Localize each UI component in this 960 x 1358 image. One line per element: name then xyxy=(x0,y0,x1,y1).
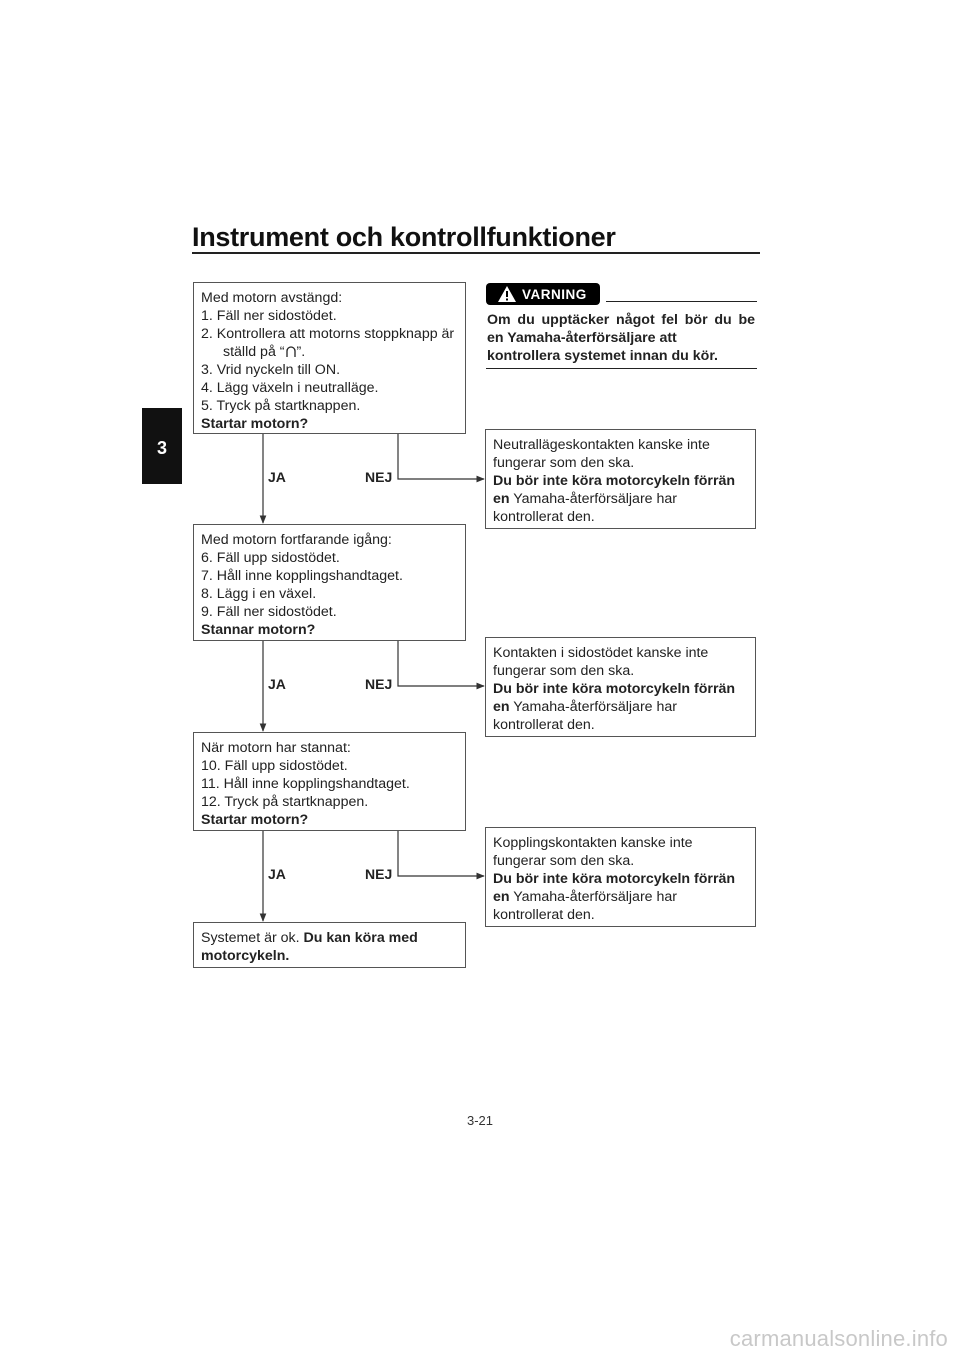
step-2-line-5: 9. Fäll ner sidostödet. xyxy=(201,604,337,620)
fault-1-line-2: fungerar som den ska. xyxy=(493,455,635,471)
step-3-line-1: När motorn har stannat: xyxy=(201,740,351,756)
result-ok-line-2: motorcykeln. xyxy=(201,948,290,964)
warning-triangle-icon xyxy=(497,285,517,303)
warning-line-1: Om du upptäcker något fel bör du be xyxy=(487,312,755,328)
step-1-line-2: 1. Fäll ner sidostödet. xyxy=(201,308,337,324)
step-1-line-4: ställd på “ ”. xyxy=(223,344,306,360)
fault-3-line-2: fungerar som den ska. xyxy=(493,853,635,869)
step-1-box xyxy=(193,282,466,434)
watermark-text: carmanualsonline.info xyxy=(729,1326,948,1351)
fault-3-line-3: Du bör inte köra motorcykeln förrän xyxy=(493,871,736,887)
step-1-line-6: 4. Lägg växeln i neutralläge. xyxy=(201,380,379,396)
no-label-2: NEJ xyxy=(365,676,393,692)
fault-2-line-3: Du bör inte köra motorcykeln förrän xyxy=(493,681,736,697)
no-arrow-2 xyxy=(398,640,484,686)
no-label-1: NEJ xyxy=(365,469,393,485)
step-3-box xyxy=(193,732,466,831)
page-title: Instrument och kontrollfunktioner xyxy=(192,222,616,252)
result-ok-box xyxy=(193,922,466,968)
step-2-line-4: 8. Lägg i en växel. xyxy=(201,586,317,602)
fault-1-box xyxy=(485,429,756,529)
step-3-line-2: 10. Fäll upp sidostödet. xyxy=(201,758,348,774)
yes-label-3: JA xyxy=(268,866,286,882)
yes-label-2: JA xyxy=(268,676,286,692)
engine-run-switch-icon xyxy=(285,345,297,358)
chapter-tab: 3 xyxy=(142,408,182,484)
step-1-line-5: 3. Vrid nyckeln till ON. xyxy=(201,362,341,378)
fault-1-line-5: kontrollerat den. xyxy=(493,509,595,525)
step-2-line-1: Med motorn fortfarande igång: xyxy=(201,532,392,548)
warning-line-2: en Yamaha-återförsäljare att xyxy=(487,330,677,346)
step-3-line-3: 11. Håll inne kopplingshandtaget. xyxy=(201,776,410,792)
step-1-line-3: 2. Kontrollera att motorns stoppknapp är xyxy=(201,326,455,342)
fault-2-line-5: kontrollerat den. xyxy=(493,717,595,733)
no-arrow-3 xyxy=(398,830,484,876)
step-3-question: Startar motorn? xyxy=(201,812,309,828)
step-1-question: Startar motorn? xyxy=(201,416,309,432)
fault-3-line-5: kontrollerat den. xyxy=(493,907,595,923)
step-2-question: Stannar motorn? xyxy=(201,622,316,638)
yes-label-1: JA xyxy=(268,469,286,485)
step-2-line-2: 6. Fäll upp sidostödet. xyxy=(201,550,340,566)
warning-badge-label: VARNING xyxy=(522,286,587,302)
fault-2-line-1: Kontakten i sidostödet kanske inte xyxy=(493,645,709,661)
fault-3-box xyxy=(485,827,756,927)
fault-3-line-1: Kopplingskontakten kanske inte xyxy=(493,835,693,851)
fault-1-line-3: Du bör inte köra motorcykeln förrän xyxy=(493,473,736,489)
step-2-box xyxy=(193,524,466,641)
warning-text xyxy=(487,311,755,365)
warning-top-rule xyxy=(606,301,757,302)
warning-badge xyxy=(486,283,600,305)
result-ok-line-1: Systemet är ok. Du kan köra med xyxy=(201,930,418,946)
fault-1-line-1: Neutrallägeskontakten kanske inte xyxy=(493,437,710,453)
no-label-3: NEJ xyxy=(365,866,393,882)
fault-2-line-2: fungerar som den ska. xyxy=(493,663,635,679)
no-arrow-1 xyxy=(398,433,484,479)
fault-2-box xyxy=(485,637,756,737)
step-1-line-1: Med motorn avstängd: xyxy=(201,290,343,306)
warning-line-3: kontrollera systemet innan du kör. xyxy=(487,348,719,364)
page-number: 3-21 xyxy=(466,1113,494,1128)
warning-bottom-rule xyxy=(486,368,757,369)
fault-1-line-4: en Yamaha-återförsäljare har xyxy=(493,491,678,507)
fault-2-line-4: en Yamaha-återförsäljare har xyxy=(493,699,678,715)
step-3-line-4: 12. Tryck på startknappen. xyxy=(201,794,369,810)
step-2-line-3: 7. Håll inne kopplingshandtaget. xyxy=(201,568,403,584)
fault-3-line-4: en Yamaha-återförsäljare har xyxy=(493,889,678,905)
step-1-line-7: 5. Tryck på startknappen. xyxy=(201,398,361,414)
